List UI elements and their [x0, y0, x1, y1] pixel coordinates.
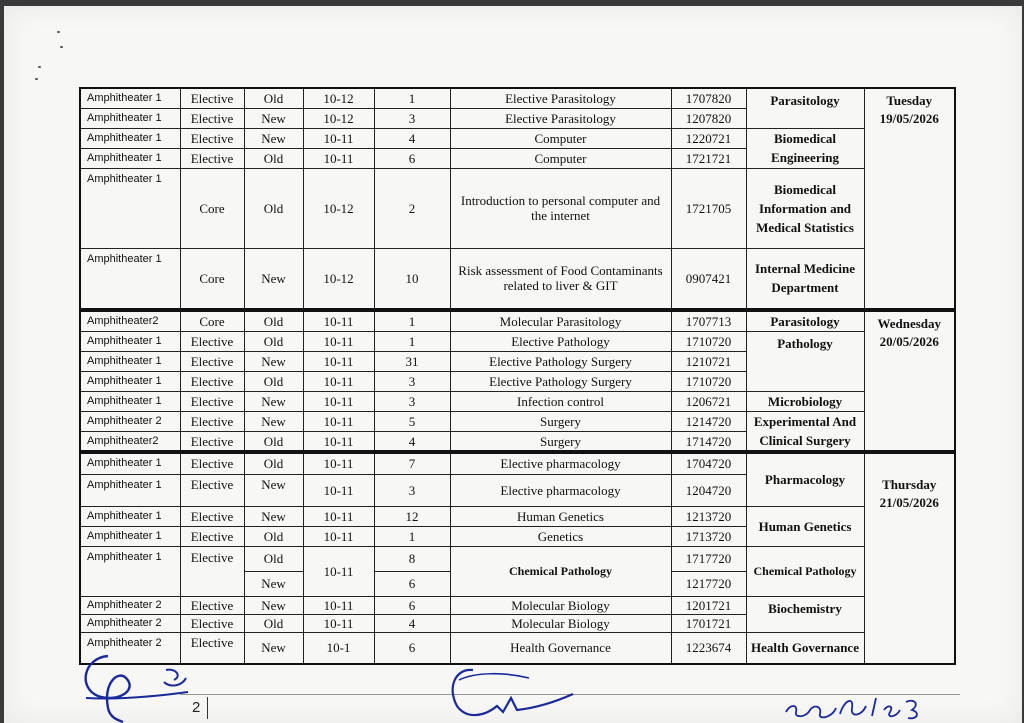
scan-speck — [60, 46, 63, 48]
signature-center — [445, 658, 575, 723]
course-cell: Molecular Biology — [450, 596, 671, 614]
day-cell — [864, 310, 955, 452]
room-cell: Amphitheater 2 — [80, 412, 180, 432]
room-cell: Amphitheater2 — [80, 432, 180, 452]
status-cell: New — [244, 571, 303, 596]
course-cell: Introduction to personal computer and the internet — [450, 168, 671, 248]
time-cell: 10-11 — [303, 596, 374, 614]
status-cell: New — [244, 248, 303, 310]
time-cell: 10-11 — [303, 452, 374, 474]
type-cell: Elective — [180, 332, 244, 352]
room-cell: Amphitheater 1 — [80, 392, 180, 412]
count-cell: 12 — [374, 506, 450, 526]
status-cell: Old — [244, 526, 303, 546]
room-cell: Amphitheater 1 — [80, 526, 180, 546]
day-date: 21/05/2026 — [879, 495, 939, 510]
code-cell: 1210721 — [671, 352, 746, 372]
type-cell: Elective — [180, 614, 244, 632]
table-row — [80, 168, 955, 248]
code-cell: 1721721 — [671, 148, 746, 168]
department-cell: Parasitology — [746, 310, 864, 332]
count-cell: 4 — [374, 614, 450, 632]
code-cell: 1201721 — [671, 596, 746, 614]
room-cell: Amphitheater 2 — [80, 614, 180, 632]
code-cell: 1204720 — [671, 474, 746, 506]
time-cell: 10-11 — [303, 526, 374, 546]
type-cell: Elective — [180, 392, 244, 412]
course-cell: Health Governance — [450, 632, 671, 664]
course-cell: Chemical Pathology — [450, 546, 671, 596]
count-cell: 2 — [374, 168, 450, 248]
room-cell: Amphitheater 1 — [80, 546, 180, 596]
department-cell: Biomedical Engineering — [746, 128, 864, 168]
time-cell: 10-11 — [303, 372, 374, 392]
course-cell: Elective pharmacology — [450, 452, 671, 474]
scan-speck — [38, 66, 41, 68]
department-cell: Internal Medicine Department — [746, 248, 864, 310]
type-cell: Elective — [180, 632, 244, 664]
page-number-divider — [207, 697, 208, 719]
count-cell: 1 — [374, 310, 450, 332]
department-cell: Experimental And Clinical Surgery — [746, 412, 864, 453]
count-cell: 6 — [374, 571, 450, 596]
course-cell: Molecular Parasitology — [450, 310, 671, 332]
count-cell: 1 — [374, 526, 450, 546]
time-cell: 10-11 — [303, 128, 374, 148]
count-cell: 1 — [374, 88, 450, 108]
course-cell: Molecular Biology — [450, 614, 671, 632]
room-cell: Amphitheater 1 — [80, 474, 180, 506]
count-cell: 3 — [374, 108, 450, 128]
table-row — [80, 506, 955, 526]
day-name: Wednesday — [877, 316, 942, 331]
room-cell: Amphitheater 1 — [80, 372, 180, 392]
code-cell: 1707820 — [671, 88, 746, 108]
type-cell: Elective — [180, 148, 244, 168]
code-cell: 1710720 — [671, 372, 746, 392]
code-cell: 1223674 — [671, 632, 746, 664]
scan-speck — [57, 31, 60, 33]
status-cell: New — [244, 474, 303, 506]
signature-right — [780, 690, 930, 723]
status-cell: Old — [244, 168, 303, 248]
status-cell: Old — [244, 372, 303, 392]
type-cell: Elective — [180, 452, 244, 474]
code-cell: 1714720 — [671, 432, 746, 452]
status-cell: New — [244, 596, 303, 614]
day-date: 20/05/2026 — [879, 334, 939, 349]
type-cell: Elective — [180, 108, 244, 128]
time-cell: 10-11 — [303, 332, 374, 352]
count-cell: 3 — [374, 474, 450, 506]
table-row — [80, 392, 955, 412]
scan-speck — [35, 78, 38, 80]
count-cell: 3 — [374, 372, 450, 392]
time-cell: 10-11 — [303, 474, 374, 506]
time-cell: 10-11 — [303, 614, 374, 632]
course-cell: Genetics — [450, 526, 671, 546]
code-cell: 1721705 — [671, 168, 746, 248]
course-cell: Elective Pathology Surgery — [450, 352, 671, 372]
time-cell: 10-12 — [303, 88, 374, 108]
table-row — [80, 596, 955, 614]
room-cell: Amphitheater 1 — [80, 352, 180, 372]
signature-left — [78, 648, 201, 723]
department-cell: Chemical Pathology — [746, 546, 864, 596]
room-cell: Amphitheater 1 — [80, 506, 180, 526]
status-cell: New — [244, 632, 303, 664]
table-row — [80, 452, 955, 474]
time-cell: 10-11 — [303, 352, 374, 372]
status-cell: Old — [244, 310, 303, 332]
code-cell: 1713720 — [671, 526, 746, 546]
table-row — [80, 248, 955, 310]
day-cell — [864, 452, 955, 664]
table-row — [80, 332, 955, 352]
time-cell: 10-11 — [303, 432, 374, 452]
room-cell: Amphitheater 1 — [80, 108, 180, 128]
code-cell: 1207820 — [671, 108, 746, 128]
table-row — [80, 310, 955, 332]
room-cell: Amphitheater 2 — [80, 596, 180, 614]
time-cell: 10-1 — [303, 632, 374, 664]
count-cell: 4 — [374, 128, 450, 148]
status-cell: Old — [244, 546, 303, 571]
course-cell: Elective Pathology — [450, 332, 671, 352]
status-cell: Old — [244, 614, 303, 632]
course-cell: Surgery — [450, 412, 671, 432]
code-cell: 1707713 — [671, 310, 746, 332]
status-cell: Old — [244, 332, 303, 352]
time-cell: 10-12 — [303, 168, 374, 248]
type-cell: Elective — [180, 352, 244, 372]
course-cell: Elective Parasitology — [450, 88, 671, 108]
code-cell: 1220721 — [671, 128, 746, 148]
count-cell: 6 — [374, 148, 450, 168]
course-cell: Human Genetics — [450, 506, 671, 526]
room-cell: Amphitheater 2 — [80, 632, 180, 664]
exam-schedule-table — [79, 87, 956, 665]
department-cell: Pathology — [746, 332, 864, 392]
code-cell: 1717720 — [671, 546, 746, 571]
day-date: 19/05/2026 — [879, 111, 939, 126]
day-name: Tuesday — [886, 93, 933, 108]
type-cell: Core — [180, 168, 244, 248]
status-cell: New — [244, 412, 303, 432]
code-cell: 1701721 — [671, 614, 746, 632]
status-cell: New — [244, 392, 303, 412]
code-cell: 1213720 — [671, 506, 746, 526]
type-cell: Elective — [180, 506, 244, 526]
room-cell: Amphitheater2 — [80, 310, 180, 332]
department-cell: Health Governance — [746, 632, 864, 664]
department-cell: Human Genetics — [746, 506, 864, 546]
count-cell: 3 — [374, 392, 450, 412]
type-cell: Elective — [180, 372, 244, 392]
department-cell: Biochemistry — [746, 596, 864, 632]
room-cell: Amphitheater 1 — [80, 332, 180, 352]
table-row — [80, 88, 955, 108]
course-cell: Elective pharmacology — [450, 474, 671, 506]
room-cell: Amphitheater 1 — [80, 248, 180, 310]
course-cell: Computer — [450, 128, 671, 148]
status-cell: New — [244, 352, 303, 372]
time-cell: 10-11 — [303, 148, 374, 168]
course-cell: Infection control — [450, 392, 671, 412]
department-cell: Biomedical Information and Medical Statistics — [746, 168, 864, 248]
code-cell: 1217720 — [671, 571, 746, 596]
status-cell: Old — [244, 432, 303, 452]
status-cell: Old — [244, 88, 303, 108]
page-number: 2 — [192, 699, 201, 716]
room-cell: Amphitheater 1 — [80, 168, 180, 248]
room-cell: Amphitheater 1 — [80, 148, 180, 168]
room-cell: Amphitheater 1 — [80, 88, 180, 108]
type-cell: Core — [180, 310, 244, 332]
count-cell: 1 — [374, 332, 450, 352]
department-cell: Parasitology — [746, 88, 864, 128]
count-cell: 8 — [374, 546, 450, 571]
room-cell: Amphitheater 1 — [80, 452, 180, 474]
department-cell: Microbiology — [746, 392, 864, 412]
count-cell: 10 — [374, 248, 450, 310]
code-cell: 1710720 — [671, 332, 746, 352]
type-cell: Elective — [180, 88, 244, 108]
status-cell: New — [244, 108, 303, 128]
course-cell: Elective Parasitology — [450, 108, 671, 128]
status-cell: Old — [244, 148, 303, 168]
count-cell: 31 — [374, 352, 450, 372]
type-cell: Elective — [180, 128, 244, 148]
time-cell: 10-11 — [303, 310, 374, 332]
code-cell: 1214720 — [671, 412, 746, 432]
type-cell: Elective — [180, 596, 244, 614]
table-row — [80, 546, 955, 571]
department-cell: Pharmacology — [746, 452, 864, 506]
table-row — [80, 412, 955, 432]
time-cell: 10-11 — [303, 392, 374, 412]
type-cell: Elective — [180, 526, 244, 546]
time-cell: 10-11 — [303, 506, 374, 526]
room-cell: Amphitheater 1 — [80, 128, 180, 148]
count-cell: 4 — [374, 432, 450, 452]
code-cell: 1704720 — [671, 452, 746, 474]
course-cell: Risk assessment of Food Contaminants related to liver & GIT — [450, 248, 671, 310]
code-cell: 0907421 — [671, 248, 746, 310]
count-cell: 5 — [374, 412, 450, 432]
status-cell: Old — [244, 452, 303, 474]
day-name: Thursday — [882, 477, 937, 492]
time-cell: 10-11 — [303, 546, 374, 596]
count-cell: 6 — [374, 632, 450, 664]
type-cell: Elective — [180, 432, 244, 452]
course-cell: Surgery — [450, 432, 671, 452]
count-cell: 7 — [374, 452, 450, 474]
status-cell: New — [244, 506, 303, 526]
type-cell: Elective — [180, 474, 244, 506]
time-cell: 10-11 — [303, 412, 374, 432]
status-cell: New — [244, 128, 303, 148]
course-cell: Elective Pathology Surgery — [450, 372, 671, 392]
type-cell: Elective — [180, 546, 244, 596]
course-cell: Computer — [450, 148, 671, 168]
type-cell: Core — [180, 248, 244, 310]
code-cell: 1206721 — [671, 392, 746, 412]
table-row — [80, 128, 955, 148]
time-cell: 10-12 — [303, 108, 374, 128]
type-cell: Elective — [180, 412, 244, 432]
time-cell: 10-12 — [303, 248, 374, 310]
day-cell — [864, 88, 955, 310]
count-cell: 6 — [374, 596, 450, 614]
